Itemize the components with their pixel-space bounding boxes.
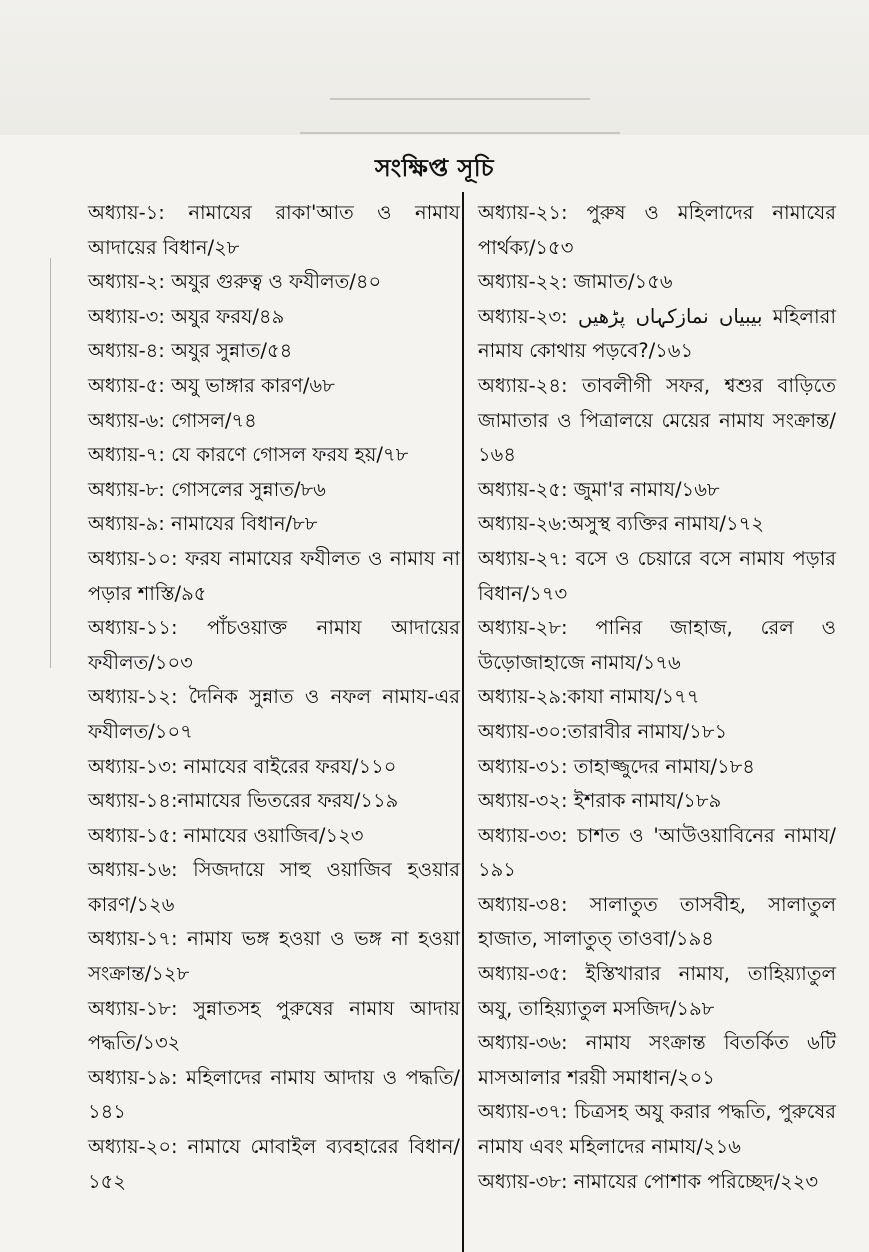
toc-entry: অধ্যায়-১৬: সিজদায়ে সাহু ওয়াজিব হওয়ার কারণ/১২৬ (88, 858, 460, 916)
toc-entry: অধ্যায়-৩০:তারাবীর নামায/১৮১ (478, 719, 728, 743)
toc-entry: অধ্যায়-২০: নামাযে মোবাইল ব্যবহারের বিধান/১৫২ (88, 1135, 460, 1193)
toc-entry: অধ্যায়-১৩: নামাযের বাইরের ফরয/১১০ (88, 754, 397, 778)
toc-entry: অধ্যায়-১৪:নামাযের ভিতরের ফরয/১১৯ (88, 789, 399, 813)
toc-entry: অধ্যায়-৮: গোসলের সুন্নাত/৮৬ (88, 477, 326, 501)
toc-entry: অধ্যায়-৬: গোসল/৭৪ (88, 408, 257, 432)
toc-entry: অধ্যায়-২৩: بیبیاں نمازکہاں پڑھیں মহিলারা নামায কোথায় পড়বে?/১৬১ (478, 304, 836, 363)
toc-entry: অধ্যায়-৩৩: চাশত ও 'আউওয়াবিনের নামায/১৯১ (478, 823, 836, 882)
page-title: সংক্ষিপ্ত সূচি (374, 154, 495, 182)
toc-entry: অধ্যায়-৩৫: ইস্তিখারার নামায, তাহিয়্যাতুল অযু, তাহিয়্যাতুল মসজিদ/১৯৮ (478, 962, 836, 1020)
toc-entry: অধ্যায়-৯: নামাযের বিধান/৮৮ (88, 512, 318, 536)
toc-left-column (88, 196, 460, 1199)
toc-entry: অধ্যায়-৩৭: চিত্রসহ অযু করার পদ্ধতি, পুরুষের নামায এবং মহিলাদের নামায/২১৬ (478, 1100, 836, 1159)
toc-entry: অধ্যায়-১৯: মহিলাদের নামায আদায় ও পদ্ধতি/১৪১ (88, 1065, 460, 1124)
toc-entry: অধ্যায়-১৮: সুন্নাতসহ পুরুষের নামায আদায় পদ্ধতি/১৩২ (88, 996, 460, 1055)
toc-entry: অধ্যায়-২২: জামাত/১৫৬ (478, 270, 673, 294)
toc-entry: অধ্যায়-২: অযুর গুরুত্ব ও ফযীলত/৪০ (88, 270, 382, 294)
toc-right-column (478, 196, 836, 1199)
toc-entry: অধ্যায়-১৫: নামাযের ওয়াজিব/১২৩ (88, 823, 364, 847)
margin-pencil-mark (50, 258, 51, 668)
toc-entry: অধ্যায়-১২: দৈনিক সুন্নাত ও নফল নামায-এর ফযীলত/১০৭ (88, 685, 460, 743)
toc-entry: অধ্যায়-৩: অযুর ফরয/৪৯ (88, 304, 285, 328)
toc-entry: অধ্যায়-২৯:কাযা নামায/১৭৭ (478, 685, 700, 709)
toc-entry: অধ্যায়-৩৬: নামায সংক্রান্ত বিতর্কিত ৬টি মাসআলার শরয়ী সমাধান/২০১ (478, 1031, 836, 1089)
toc-entry: অধ্যায়-২৪: তাবলীগী সফর, শ্বশুর বাড়িতে জামাতার ও পিত্রালয়ে মেয়ের নামায সংক্রান্ত/১৬৪ (478, 373, 836, 467)
toc-entry: অধ্যায়-২৮: পানির জাহাজ, রেল ও উড়োজাহাজে নামায/১৭৬ (478, 616, 836, 674)
faded-bleed-through (0, 0, 869, 135)
faded-rule (330, 98, 590, 100)
toc-entry: অধ্যায়-২৭: বসে ও চেয়ারে বসে নামায পড়ার বিধান/১৭৩ (478, 546, 836, 605)
column-divider (462, 192, 464, 1252)
toc-entry: অধ্যায়-৩১: তাহাজ্জুদের নামায/১৮৪ (478, 754, 755, 778)
toc-entry: অধ্যায়-১৭: নামায ভঙ্গ হওয়া ও ভঙ্গ না হওয়া সংক্রান্ত/১২৮ (88, 927, 460, 986)
toc-entry: অধ্যায়-১: নামাযের রাকা'আত ও নামায আদায়ের বিধান/২৮ (88, 201, 460, 259)
toc-entry: অধ্যায়-৫: অযু ভাঙ্গার কারণ/৬৮ (88, 373, 335, 397)
toc-entry: অধ্যায়-৩২: ইশরাক নামায/১৮৯ (478, 789, 722, 813)
toc-entry: অধ্যায়-১১: পাঁচওয়াক্ত নামায আদায়ের ফযীলত/১০৩ (88, 616, 460, 674)
toc-entry: অধ্যায়-২৫: জুমা'র নামায/১৬৮ (478, 477, 720, 501)
toc-entry: অধ্যায়-১০: ফরয নামাযের ফযীলত ও নামায না পড়ার শাস্তি/৯৫ (88, 546, 460, 605)
toc-entry: অধ্যায়-৩৪: সালাতুত তাসবীহ, সালাতুল হাজাত, সালাতুত্ তাওবা/১৯৪ (478, 892, 836, 951)
toc-entry: অধ্যায়-৩৮: নামাযের পোশাক পরিচ্ছেদ/২২৩ (478, 1169, 819, 1193)
toc-entry: অধ্যায়-২১: পুরুষ ও মহিলাদের নামাযের পার্থক্য/১৫৩ (478, 201, 836, 259)
toc-entry: অধ্যায়-৭: যে কারণে গোসল ফরয হয়/৭৮ (88, 443, 409, 467)
faded-rule (300, 132, 620, 134)
toc-entry: অধ্যায়-২৬:অসুস্থ ব্যক্তির নামায/১৭২ (478, 512, 764, 536)
toc-entry: অধ্যায়-৪: অযুর সুন্নাত/৫৪ (88, 339, 293, 363)
